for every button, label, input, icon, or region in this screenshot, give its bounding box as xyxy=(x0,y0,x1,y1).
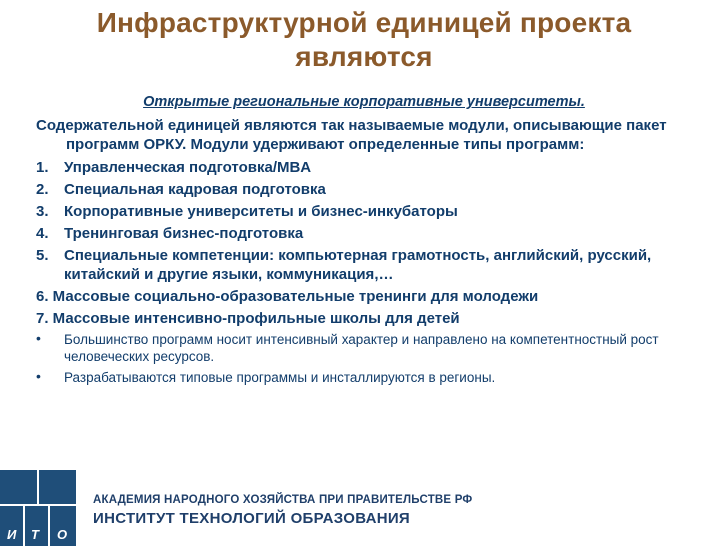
title-line-1: Инфраструктурной единицей проекта xyxy=(96,7,632,38)
list-item-7: 7. Массовые интенсивно-профильные школы для детей xyxy=(36,310,460,327)
organization-line-2: ИНСТИТУТ ТЕХНОЛОГИЙ ОБРАЗОВАНИЯ xyxy=(93,510,411,527)
logo-letter: И xyxy=(7,527,17,542)
slide-title xyxy=(20,6,708,74)
organization-line-1: АКАДЕМИЯ НАРОДНОГО ХОЗЯЙСТВА ПРИ ПРАВИТЕЛЬСТВЕ РФ xyxy=(93,494,473,506)
logo-letter: Т xyxy=(31,527,39,542)
slide-body xyxy=(36,116,716,390)
list-item-number: 3. xyxy=(36,203,49,220)
slide-subtitle: Открытые региональные корпоративные университеты. xyxy=(143,94,585,110)
list-item-text: Специальные компетенции: компьютерная грамотность, английский, русский, китайский и другие языки, коммуникация,… xyxy=(64,247,652,283)
bullet-text: Большинство программ носит интенсивный характер и направлено на компетентностный рост человеческих ресурсов. xyxy=(64,332,659,364)
list-item-6: 6. Массовые социально-образовательные тренинги для молодежи xyxy=(36,288,539,305)
title-line-2: являются xyxy=(295,41,433,72)
list-item xyxy=(36,202,716,221)
list-item xyxy=(36,180,716,199)
bullet-dot-icon: • xyxy=(36,368,41,384)
list-item-number: 2. xyxy=(36,181,49,198)
list-item xyxy=(36,158,716,177)
list-item xyxy=(36,246,716,284)
list-item-text: Управленческая подготовка/MBA xyxy=(64,159,312,176)
bullet-text: Разрабатываются типовые программы и инсталлируются в регионы. xyxy=(64,370,496,385)
bullet-dot-icon: • xyxy=(36,330,41,346)
logo-letter: О xyxy=(57,527,68,542)
list-item-text: Специальная кадровая подготовка xyxy=(64,181,326,198)
list-item-number: 5. xyxy=(36,247,49,264)
bullet-item xyxy=(36,369,716,386)
list-item xyxy=(36,224,716,243)
intro-paragraph: Содержательной единицей являются так называемые модули, описывающие пакет программ ОРКУ. Модули удерживают определенные типы программ: xyxy=(36,117,667,153)
list-item-text: Корпоративные университеты и бизнес-инкубаторы xyxy=(64,203,458,220)
list-item-number: 4. xyxy=(36,225,49,242)
logo-grid-icon xyxy=(0,470,80,546)
list-item-text: Тренинговая бизнес-подготовка xyxy=(64,225,304,242)
list-item-number: 1. xyxy=(36,159,49,176)
bullet-item xyxy=(36,331,716,365)
